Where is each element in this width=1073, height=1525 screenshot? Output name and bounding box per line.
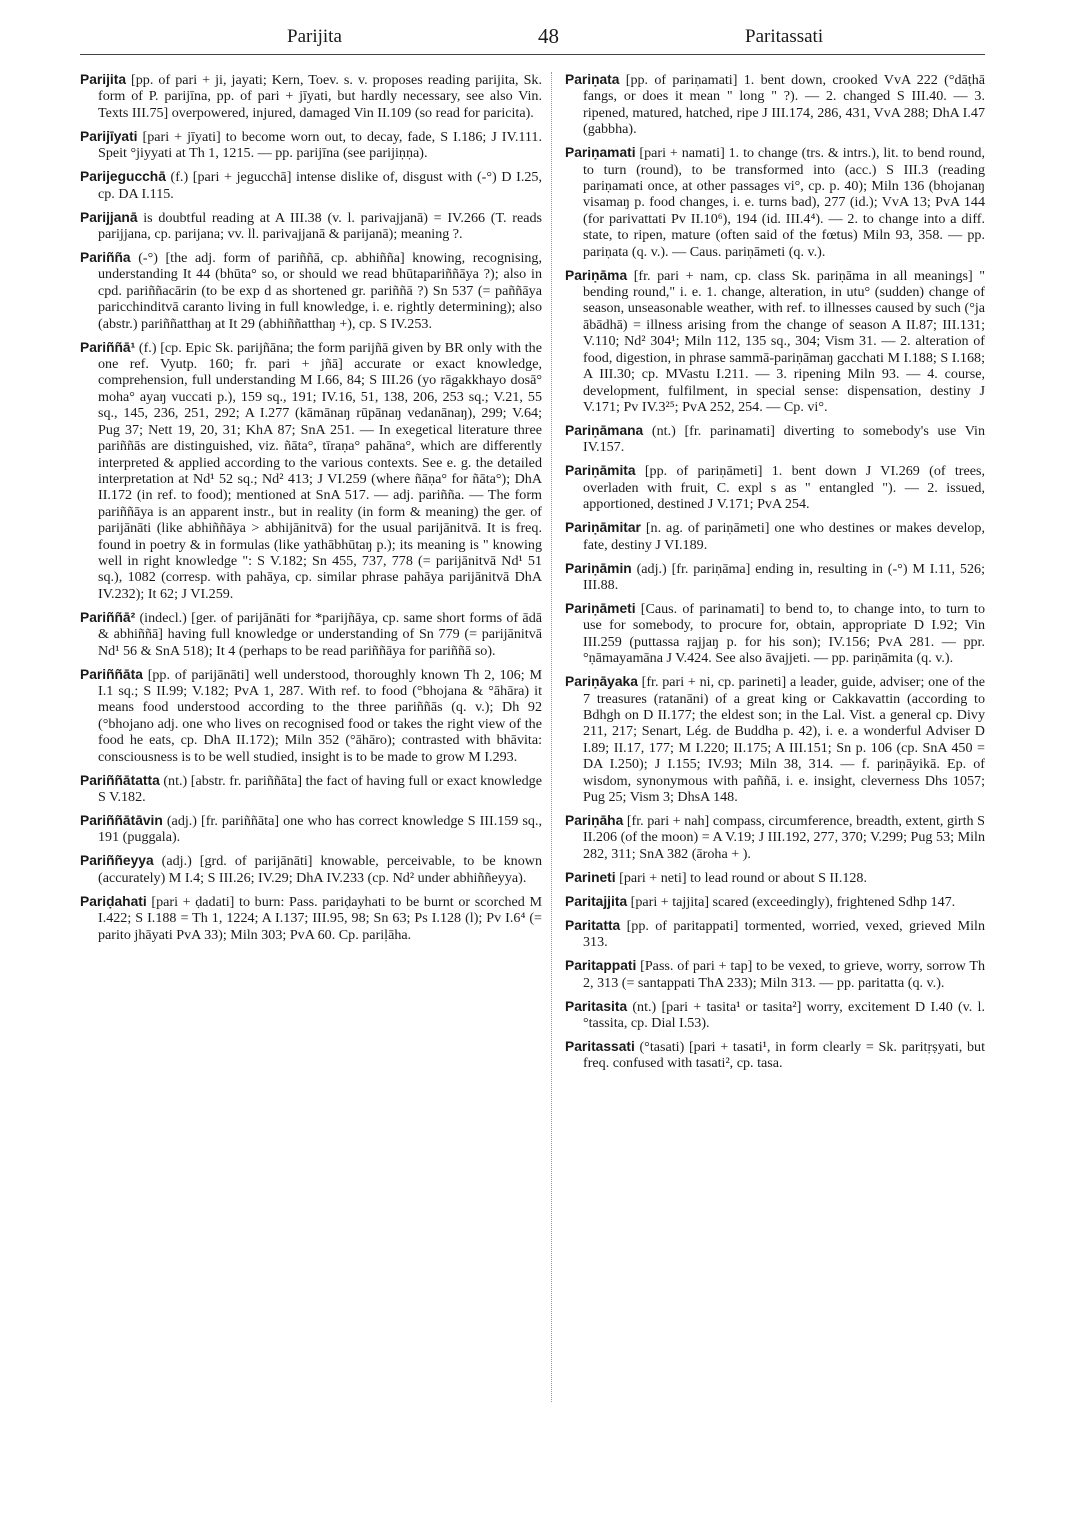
- headword: Pariññā²: [80, 609, 136, 625]
- dictionary-entry: [565, 870, 985, 886]
- dictionary-entry: [565, 918, 985, 951]
- headword: Pariṇāmin: [565, 560, 632, 576]
- entry-text: (nt.) [pari + tasita¹ or tasita²] worry, excitement D I.40 (v. l. °tassita, cp. Dial I.53).: [583, 998, 985, 1032]
- dictionary-entry: [80, 610, 542, 659]
- entry-text: [n. ag. of pariṇāmeti] one who destines or makes develop, fate, destiny J VI.189.: [583, 520, 985, 553]
- headword: Pariṇāmana: [565, 422, 644, 438]
- headword: Parijīyati: [80, 128, 138, 144]
- dictionary-entry: [565, 813, 985, 862]
- entry-text: [pp. of pariṇāmeti] 1. bent down J VI.269 (of trees, overladen with fruit, C. expl s as " entangled "). — 2. issued, apportioned, destined J V.171; PvA 254.: [583, 463, 985, 513]
- entry-text: [fr. pari + ni, cp. parineti] a leader, guide, adviser; one of the 7 treasures (ratanāni) of a great king or Cakkavattin (according to Bdhgh on D II.177; the eldest son; in the Lal. Vist. a general cp. Divy 211, 217; Senart, Lég. de Buddha p. 42), i. e. a wonderful Adviser D I.89; II.17, 177; M I.220; II.175; A III.151; Sn p. 106 (cp. SnA 450 = DA I.250); J I.155; IV.93; Miln 38, 314. — f. pariṇāyikā. Ep. of wisdom, synonymous with paññā, i. e. insight, cleverness Dhs 1057; Pug 25; Vism 3; DhsA 148.: [583, 674, 985, 805]
- entry-text: [Caus. of parinamati] to bend to, to change into, to turn to use for somebody, to procure for, obtain, appropriate D I.92; Vin III.259 (puttassa rajjaŋ p. for his son); IV.156; PvA 281. — ppr. °ṇāmayamāna J V.424. See also āvajjeti. — pp. pariṇāmita (q. v.).: [583, 600, 985, 667]
- headword: Paritajjita: [565, 893, 628, 909]
- dictionary-entry: [80, 773, 542, 806]
- headword: Pariññātatta: [80, 772, 160, 788]
- entry-text: [Pass. of pari + tap] to be vexed, to grieve, worry, sorrow Th 2, 313 (= santappati ThA 233); Miln 313. — pp. paritatta (q. v.).: [583, 958, 985, 991]
- entry-text: [fr. pari + nah] compass, circumference, breadth, extent, girth S II.206 (of the moon) = A V.19; J III.192, 277, 370; V.299; Pug 53; Miln 282, 311; SnA 382 (āroha + ).: [583, 813, 985, 862]
- headword: Parijita: [80, 72, 127, 87]
- headword: Paritasita: [565, 998, 628, 1014]
- dictionary-entry: [80, 340, 542, 603]
- headword: Pariññā¹: [80, 339, 136, 355]
- dictionary-entry: [565, 894, 985, 910]
- entry-text: [pari + ḍadati] to burn: Pass. pariḍayhati to be burnt or scorched M I.422; S I.188 = Th 1, 1224; A I.137; III.95, 98; Sn 63; Ps I.128 (l); Pv I.6⁴ (= parito jhāyati PvA 33); Miln 303; PvA 60. Cp. pariḷāha.: [98, 893, 542, 943]
- entry-text: (adj.) [grd. of parijānāti] knowable, perceivable, to be known (accurately) M I.4; S III.26; IV.29; DhA IV.233 (cp. Nd² under abhiññeyya).: [98, 853, 542, 886]
- entry-text: [pp. of paritappati] tormented, worried, vexed, grieved Miln 313.: [583, 917, 985, 951]
- headword: Pariḍahati: [80, 893, 147, 909]
- header-right-guide-word: Paritassati: [745, 26, 824, 47]
- dictionary-entry: [80, 129, 542, 162]
- entry-text: (nt.) [abstr. fr. pariññāta] the fact of having full or exact knowledge S V.182.: [98, 772, 542, 805]
- dictionary-entry: [565, 958, 985, 991]
- entry-text: (adj.) [fr. pariññāta] one who has correct knowledge S III.159 sq., 191 (puggala).: [98, 813, 542, 846]
- entry-text: (-°) [the adj. form of pariññā, cp. abhiñña] knowing, recognising, understanding It 44 (bhūta° so, or should we read bhūtapariññāya ?); also in cpd. pariññacārin (to be exp d as shortened gr. pariññā ?) Sn 537 (= paññāya paricchinditvā caranto living in full knowledge, i. e. rightly determining); also (abstr.) pariññatthaŋ at It 29 (abhiññatthaŋ +), cp. S IV.253.: [98, 250, 542, 332]
- headword: Parineti: [565, 869, 616, 885]
- headword: Pariññeyya: [80, 853, 154, 869]
- dictionary-entry: [565, 145, 985, 260]
- entry-text: (°tasati) [pari + tasati¹, in form clearly = Sk. paritṛṣyati, but freq. confused with tasati², cp. tasa.: [583, 1039, 985, 1072]
- headword: Pariṇāmeti: [565, 600, 636, 616]
- headword: Pariṇāyaka: [565, 674, 638, 690]
- dictionary-entry: [80, 169, 542, 202]
- dictionary-entry: [80, 894, 542, 943]
- dictionary-entry: [565, 999, 985, 1032]
- entry-text: [pari + namati] 1. to change (trs. & intrs.), lit. to bend round, to turn (round), to be transformed into (acc.) S III.3 (reading pariṇamati once, at other passages vi°, cp. p. 40); Miln 136 (bhojanaŋ visamaŋ p. food changes, i. e. turns bad), 277 (id.); VvA 13; PvA 144 (for parivattati Pv II.10⁶), 194 (id. III.4⁴). — 2. to change into a diff. state, to ripen, mature (often said of the fœtus) Miln 93, 358. — pp. pariṇata (q. v.). — Caus. pariṇāmeti (q. v.).: [583, 145, 985, 260]
- entry-text: [pari + jīyati] to become worn out, to decay, fade, S I.186; J IV.111. Speit °jiyyati at Th 1, 1215. — pp. parijīna (see parijiṇṇa).: [98, 128, 542, 162]
- entry-text: [pp. of pariṇamati] 1. bent down, crooked VvA 222 (°dāṭhā fangs, or does it mean " long " ?). — 2. changed S III.40. — 3. ripened, matured, hatched, ripe J III.174, 286, 431, VvA 288; DhA I.47 (gabbha).: [583, 72, 985, 138]
- headword: Pariññātāvin: [80, 813, 163, 828]
- entry-text: [pari + neti] to lead round or about S II.128.: [615, 869, 868, 886]
- dictionary-entry: [565, 72, 985, 138]
- headword: Pariññāta: [80, 666, 143, 682]
- entry-text: [fr. pari + nam, cp. class Sk. pariṇāma in all meanings] " bending round," i. e. 1. change, alteration, in utu° (sudden) change of season, unseasonable weather, with ref. to illnesses caused by such (°ja ābādhā) = illness arising from the change of season A II.87; III.131; V.110; Nd² 304¹; Miln 112, 135 sq., 304; Vism 31. — 2. alteration of food, digestion, in phrase sammā-pariṇāmaŋ gacchati M I.188; S I.168; A III.30; cp. MVastu I.211. — 3. ripening Miln 93. — 4. course, development, fulfilment, in special sense: dispensation, destiny J V.171; Pv IV.3²⁵; PvA 252, 254. — Cp. vi°.: [583, 267, 985, 415]
- dictionary-entry: [80, 853, 542, 886]
- headword: Paritassati: [565, 1039, 635, 1055]
- headword: Pariṇāma: [565, 267, 628, 283]
- dictionary-entry: [80, 813, 542, 846]
- entry-text: (nt.) [fr. parinamati] diverting to somebody's use Vin IV.157.: [583, 422, 985, 456]
- headword: Paritappati: [565, 958, 637, 974]
- header-left-guide-word: Parijita: [287, 26, 342, 47]
- headword: Paritatta: [565, 917, 621, 933]
- dictionary-entry: [565, 268, 985, 416]
- dictionary-entry: [565, 561, 985, 594]
- left-column: [80, 72, 542, 951]
- headword: Parijegucchā: [80, 169, 166, 185]
- entry-text: (indecl.) [ger. of parijānāti for *parijñāya, cp. same short forms of ādā & abhiññā] having full knowledge or understanding of Sn 779 (= parijānitvā Nd¹ 56 & SnA 518); It 4 (perhaps to be read pariññāya for pariññā so).: [98, 609, 542, 659]
- dictionary-entry: [565, 520, 985, 553]
- headword: Pariṇamati: [565, 145, 636, 161]
- dictionary-entry: [565, 423, 985, 456]
- page-header: [80, 18, 985, 55]
- dictionary-entry: [565, 601, 985, 667]
- headword: Pariṇata: [565, 72, 620, 87]
- entry-text: (f.) [cp. Epic Sk. parijñāna; the form parijñā given by BR only with the one ref. Vyutp. 160; fr. pari + jñā] accurate or exact knowledge, comprehension, full understanding M I.66, 84; S III.26 (yo rāgakkhayo dosā° moha° ayaŋ vuccati p.), 159 sq., 191; IV.16, 51, 138, 206, 253 sq.; V.21, 55 sq., 145, 236, 251, 292; A I.277 (kāmānaŋ rūpānaŋ vedanānaŋ), 299; V.64; Pug 37; Nett 19, 20, 31; KhA 87; SnA 251. — In exegetical literature three pariññās are distinguished, viz. ñāta°, tīraṇa° pahāna°, which are differently interpreted & applied according to the various contexts. See e. g. the detailed interpretation at Nd¹ 52 sq.; Nd² 413; J VI.259 (where ñāṇa° for ñāta°); DhA II.172 (in ref. to food); mentioned at SnA 517. — adj. pariñña. — The form pariññāya is an apparent instr., but in reality (in form & meaning) the ger. of parijānāti (like abhiññāya > abhijānitvā) for the usual parijānitvā. It is freq. found in poetry & in formulas (like yathābhūtaŋ p.); its meaning is " knowing well in right knowledge ": S V.182; Sn 455, 737, 778 (= parijānitvā Nd¹ 51 sq.), 1082 (corresp. with pahāya, cp. similar phrase pahāya parijānitvā DhA IV.232); It 62; J VI.259.: [98, 339, 542, 602]
- dictionary-entry: [80, 667, 542, 765]
- entry-text: [pp. of parijānāti] well understood, thoroughly known Th 2, 106; M I.1 sq.; S II.99; V.182; PvA 1, 287. With ref. to food (°bhojana & °āhāra) it means food understood according to the three pariññās (q. v.); Dh 92 (°bhojano adj. one who lives on recognised food or takes the right view of the food he eats, cp. DhA II.172); Miln 352 (°āhāro); contrasted with bhāvita: consciousness is to be well studied, insight is to be made to grow M I.293.: [98, 666, 542, 765]
- dictionary-entry: [80, 72, 542, 121]
- page-number: 48: [538, 24, 559, 48]
- entry-text: (adj.) [fr. pariṇāma] ending in, resulting in (-°) M I.11, 526; III.88.: [583, 560, 985, 593]
- right-column: [565, 72, 985, 1079]
- entry-text: (f.) [pari + jegucchā] intense dislike of, disgust with (-°) D I.25, cp. DA I.115.: [98, 169, 542, 202]
- entry-text: [pp. of pari + ji, jayati; Kern, Toev. s. v. proposes reading parijita, Sk. form of P. parijīna, pp. of pari + jīyati, but hardly necessary, see also Vin. Texts III.75] overpowered, injured, damaged Vin II.109 (so read for paricita).: [98, 72, 542, 121]
- column-divider: [551, 72, 552, 1402]
- headword: Pariṇāha: [565, 813, 624, 828]
- headword: Pariṇāmita: [565, 463, 636, 479]
- dictionary-entry: [80, 210, 542, 243]
- entry-text: [pari + tajjita] scared (exceedingly), frightened Sdhp 147.: [627, 893, 956, 910]
- dictionary-entry: [565, 1039, 985, 1072]
- dictionary-entry: [565, 463, 985, 512]
- headword: Pariñña: [80, 250, 131, 266]
- headword: Parijjanā: [80, 209, 138, 225]
- dictionary-entry: [565, 674, 985, 805]
- entry-text: is doubtful reading at A III.38 (v. l. parivajjanā) = IV.266 (T. reads parijjana, cp. parijana; vv. ll. parivajjanā & parijanā); meaning ?.: [98, 209, 542, 243]
- dictionary-entry: [80, 250, 542, 332]
- headword: Pariṇāmitar: [565, 520, 641, 536]
